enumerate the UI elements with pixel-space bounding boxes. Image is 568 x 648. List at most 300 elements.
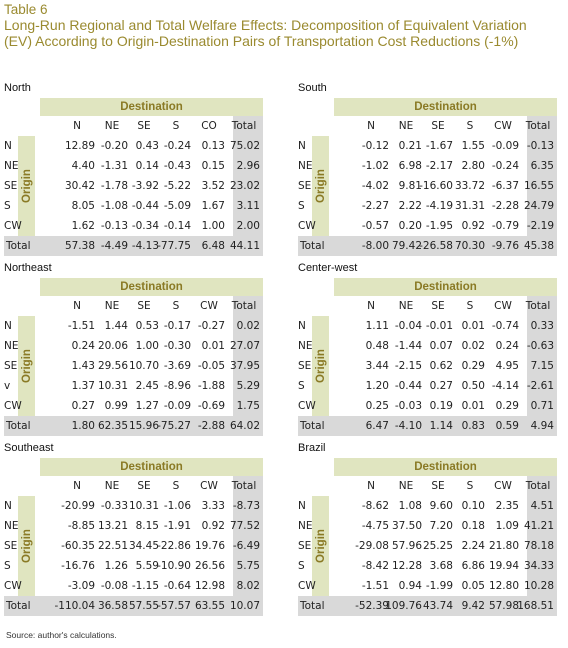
table-cell: 2.80: [461, 160, 485, 172]
table-cell: 10.07: [229, 600, 260, 612]
panel-title: South: [298, 82, 327, 94]
table-cell: -75.27: [157, 420, 191, 432]
destination-header: Destination: [40, 98, 263, 116]
column-header: CW: [494, 120, 512, 132]
table-cell: -16.60: [419, 180, 453, 192]
table-cell: 0.07: [429, 340, 453, 352]
table-cell: 1.20: [365, 380, 389, 392]
column-header: SE: [431, 120, 445, 132]
table-cell: 0.10: [461, 500, 485, 512]
table-cell: -110.04: [54, 600, 95, 612]
table-cell: 20.06: [97, 340, 128, 352]
table-cell: 0.92: [461, 220, 485, 232]
row-label: N: [298, 140, 306, 152]
column-header: CW: [494, 300, 512, 312]
table-cell: 0.59: [495, 420, 519, 432]
row-label: SE: [4, 180, 18, 192]
row-label: NE: [298, 160, 313, 172]
row-label: N: [4, 140, 12, 152]
table-cell: 0.99: [104, 400, 128, 412]
table-cell: 1.43: [71, 360, 95, 372]
row-label: SE: [4, 360, 18, 372]
table-cell: 168.51: [517, 600, 554, 612]
table-caption-line-2: (EV) According to Origin-Destination Pairs of Transportation Cost Reductions (-1%): [4, 33, 519, 49]
table-cell: -1.15: [131, 580, 159, 592]
table-cell: 4.95: [495, 360, 519, 372]
table-cell: 37.50: [391, 520, 422, 532]
table-cell: 0.29: [461, 360, 485, 372]
table-cell: 0.53: [135, 320, 159, 332]
table-cell: -0.12: [361, 140, 389, 152]
table-cell: 33.72: [454, 180, 485, 192]
origin-destination-table: [298, 458, 562, 616]
column-header: S: [466, 300, 474, 312]
table-cell: 24.79: [523, 200, 554, 212]
table-cell: -0.09: [163, 400, 191, 412]
row-label: NE: [4, 160, 19, 172]
table-cell: 23.02: [229, 180, 260, 192]
table-cell: 1.09: [495, 520, 519, 532]
table-cell: -0.79: [491, 220, 519, 232]
row-label: NE: [4, 520, 19, 532]
table-cell: -0.69: [197, 400, 225, 412]
table-cell: 70.30: [454, 240, 485, 252]
table-cell: 3.52: [201, 180, 225, 192]
table-cell: 0.92: [201, 520, 225, 532]
table-cell: -0.03: [394, 400, 422, 412]
table-cell: -0.17: [163, 320, 191, 332]
table-cell: 0.24: [71, 340, 95, 352]
origin-destination-table: [298, 98, 562, 256]
table-cell: 109.76: [385, 600, 422, 612]
row-label: NE: [298, 520, 313, 532]
table-cell: -8.42: [361, 560, 389, 572]
table-cell: 6.86: [461, 560, 485, 572]
table-cell: 0.43: [135, 140, 159, 152]
table-cell: -4.75: [361, 520, 389, 532]
column-header: S: [172, 480, 180, 492]
column-header: NE: [104, 120, 120, 132]
table-cell: -0.27: [197, 320, 225, 332]
table-cell: 22.51: [97, 540, 128, 552]
table-cell: -1.88: [197, 380, 225, 392]
table-cell: -0.33: [100, 500, 128, 512]
origin-label: Origin: [20, 529, 33, 563]
table-cell: -1.91: [163, 520, 191, 532]
table-cell: 1.11: [365, 320, 389, 332]
table-cell: -4.02: [361, 180, 389, 192]
table-cell: 7.20: [429, 520, 453, 532]
table-cell: 0.19: [429, 400, 453, 412]
panel-title: Southeast: [4, 442, 54, 454]
table-cell: 0.27: [71, 400, 95, 412]
column-header: S: [172, 120, 180, 132]
column-header: Total: [231, 300, 257, 312]
row-label: CW: [4, 400, 22, 412]
table-cell: -0.24: [163, 140, 191, 152]
table-cell: 34.33: [523, 560, 554, 572]
table-cell: 36.58: [97, 600, 128, 612]
column-header: NE: [104, 480, 120, 492]
table-cell: 2.96: [236, 160, 260, 172]
column-header: NE: [398, 300, 414, 312]
destination-header: Destination: [334, 458, 557, 476]
table-cell: 57.96: [391, 540, 422, 552]
table-cell: 5.59: [135, 560, 159, 572]
table-cell: 0.13: [201, 140, 225, 152]
table-cell: 8.15: [135, 520, 159, 532]
table-cell: 3.68: [429, 560, 453, 572]
table-cell: -8.00: [361, 240, 389, 252]
table-cell: 9.60: [429, 500, 453, 512]
table-cell: 78.18: [523, 540, 554, 552]
table-cell: 0.01: [461, 400, 485, 412]
table-cell: 1.37: [71, 380, 95, 392]
table-cell: -3.69: [163, 360, 191, 372]
table-cell: -16.76: [61, 560, 95, 572]
table-cell: -1.95: [425, 220, 453, 232]
table-cell: -1.78: [100, 180, 128, 192]
table-cell: -1.99: [425, 580, 453, 592]
table-cell: 3.33: [201, 500, 225, 512]
table-cell: 0.29: [495, 400, 519, 412]
table-cell: 1.55: [461, 140, 485, 152]
table-cell: 0.15: [201, 160, 225, 172]
table-cell: 0.25: [365, 400, 389, 412]
column-header: CO: [201, 120, 217, 132]
table-cell: 75.02: [229, 140, 260, 152]
table-cell: -9.76: [491, 240, 519, 252]
table-cell: -0.08: [100, 580, 128, 592]
table-cell: 25.25: [422, 540, 453, 552]
destination-header: Destination: [334, 278, 557, 296]
table-cell: -4.10: [394, 420, 422, 432]
column-header: NE: [398, 480, 414, 492]
row-label: SE: [298, 360, 312, 372]
table-cell: 57.38: [64, 240, 95, 252]
table-cell: -2.88: [197, 420, 225, 432]
table-cell: 4.40: [71, 160, 95, 172]
table-caption-line-1: Long-Run Regional and Total Welfare Effects: Decomposition of Equivalent Variation: [4, 17, 527, 33]
origin-destination-table: [298, 278, 562, 436]
row-label: S: [298, 560, 305, 572]
panel-title: North: [4, 82, 31, 94]
table-cell: -2.61: [526, 380, 554, 392]
table-cell: 37.95: [229, 360, 260, 372]
table-cell: 34.45: [128, 540, 159, 552]
column-header: NE: [398, 120, 414, 132]
row-label: SE: [298, 540, 312, 552]
panel-southeast: [4, 442, 268, 618]
table-cell: -0.44: [131, 200, 159, 212]
column-header: N: [73, 300, 81, 312]
table-cell: 27.07: [229, 340, 260, 352]
table-cell: -1.51: [67, 320, 95, 332]
table-cell: -0.63: [526, 340, 554, 352]
table-cell: 19.94: [488, 560, 519, 572]
panel-title: Northeast: [4, 262, 52, 274]
table-cell: 19.76: [194, 540, 225, 552]
destination-header: Destination: [40, 458, 263, 476]
column-header: SE: [137, 480, 151, 492]
table-number: Table 6: [4, 2, 48, 17]
origin-label: Origin: [314, 349, 327, 383]
origin-label: Origin: [314, 529, 327, 563]
table-cell: 3.11: [236, 200, 260, 212]
table-cell: -6.49: [232, 540, 260, 552]
table-cell: -2.19: [526, 220, 554, 232]
column-header: CW: [200, 300, 218, 312]
total-row-label: Total: [300, 240, 325, 252]
table-cell: 0.01: [201, 340, 225, 352]
table-cell: 1.00: [135, 340, 159, 352]
total-row-label: Total: [6, 420, 31, 432]
table-cell: 13.21: [97, 520, 128, 532]
row-label: S: [4, 200, 11, 212]
row-label: N: [4, 320, 12, 332]
total-row-label: Total: [300, 420, 325, 432]
table-cell: 6.47: [365, 420, 389, 432]
table-cell: -60.35: [61, 540, 95, 552]
origin-destination-table: [4, 278, 268, 436]
table-cell: 10.28: [523, 580, 554, 592]
row-label: N: [298, 500, 306, 512]
row-label: N: [4, 500, 12, 512]
table-cell: -8.85: [67, 520, 95, 532]
table-cell: 15.96: [128, 420, 159, 432]
table-cell: 2.35: [495, 500, 519, 512]
table-cell: -4.19: [425, 200, 453, 212]
table-cell: 0.71: [530, 400, 554, 412]
column-header: SE: [431, 300, 445, 312]
row-label: S: [298, 380, 305, 392]
table-cell: -29.08: [355, 540, 389, 552]
table-cell: 0.02: [461, 340, 485, 352]
table-cell: 41.21: [523, 520, 554, 532]
table-cell: 57.55: [128, 600, 159, 612]
table-cell: 0.20: [398, 220, 422, 232]
panel-title: Brazil: [298, 442, 326, 454]
table-cell: 0.33: [530, 320, 554, 332]
column-header: N: [367, 120, 375, 132]
panel-north: [4, 82, 268, 258]
table-cell: -0.24: [491, 160, 519, 172]
table-cell: 1.08: [398, 500, 422, 512]
table-cell: -0.14: [163, 220, 191, 232]
table-cell: 8.02: [236, 580, 260, 592]
table-cell: -0.13: [526, 140, 554, 152]
column-header: N: [73, 120, 81, 132]
row-label: CW: [298, 220, 316, 232]
column-header: Total: [525, 300, 551, 312]
table-cell: 77.52: [229, 520, 260, 532]
column-header: SE: [137, 120, 151, 132]
table-cell: 79.42: [391, 240, 422, 252]
table-cell: 0.27: [429, 380, 453, 392]
table-cell: -1.06: [163, 500, 191, 512]
table-cell: 21.80: [488, 540, 519, 552]
table-cell: 63.55: [194, 600, 225, 612]
table-cell: -52.39: [355, 600, 389, 612]
table-cell: 57.98: [488, 600, 519, 612]
table-cell: -0.05: [197, 360, 225, 372]
table-cell: -5.22: [163, 180, 191, 192]
table-cell: -2.17: [425, 160, 453, 172]
table-cell: -0.09: [491, 140, 519, 152]
column-header: N: [367, 480, 375, 492]
table-cell: 0.05: [461, 580, 485, 592]
table-cell: -0.20: [100, 140, 128, 152]
column-header: N: [73, 480, 81, 492]
table-cell: -8.96: [163, 380, 191, 392]
table-cell: 4.94: [530, 420, 554, 432]
table-cell: 0.48: [365, 340, 389, 352]
table-cell: 64.02: [229, 420, 260, 432]
table-cell: -4.49: [100, 240, 128, 252]
table-cell: 6.98: [398, 160, 422, 172]
total-row-label: Total: [300, 600, 325, 612]
table-cell: 12.28: [391, 560, 422, 572]
table-cell: 0.21: [398, 140, 422, 152]
row-label: NE: [4, 340, 19, 352]
table-cell: 4.51: [530, 500, 554, 512]
table-cell: -0.30: [163, 340, 191, 352]
column-header: CW: [200, 480, 218, 492]
table-cell: 2.45: [135, 380, 159, 392]
row-label: SE: [4, 540, 18, 552]
row-label: NE: [298, 340, 313, 352]
table-cell: -0.44: [394, 380, 422, 392]
row-label: CW: [4, 220, 22, 232]
table-cell: 9.81: [398, 180, 422, 192]
column-header: Total: [231, 480, 257, 492]
table-cell: -0.57: [361, 220, 389, 232]
table-cell: -3.92: [131, 180, 159, 192]
table-cell: 1.67: [201, 200, 225, 212]
table-cell: 10.31: [97, 380, 128, 392]
table-cell: 26.56: [194, 560, 225, 572]
column-header: Total: [525, 480, 551, 492]
panel-title: Center-west: [298, 262, 358, 274]
table-cell: -2.15: [394, 360, 422, 372]
table-cell: 62.35: [97, 420, 128, 432]
table-cell: 1.27: [135, 400, 159, 412]
table-cell: -0.01: [425, 320, 453, 332]
table-title: [4, 2, 564, 49]
panel-northeast: [4, 262, 268, 438]
table-cell: 0.83: [461, 420, 485, 432]
table-cell: 16.55: [523, 180, 554, 192]
table-cell: -10.90: [157, 560, 191, 572]
column-header: CW: [494, 480, 512, 492]
table-cell: -57.57: [157, 600, 191, 612]
table-cell: -0.04: [394, 320, 422, 332]
table-cell: 43.74: [422, 600, 453, 612]
column-header: N: [367, 300, 375, 312]
table-cell: -26.58: [419, 240, 453, 252]
table-cell: -1.08: [100, 200, 128, 212]
table-cell: 6.35: [530, 160, 554, 172]
panel-brazil: [298, 442, 562, 618]
table-cell: 3.44: [365, 360, 389, 372]
row-label: CW: [298, 580, 316, 592]
table-cell: 8.05: [71, 200, 95, 212]
table-cell: -0.13: [100, 220, 128, 232]
destination-header: Destination: [40, 278, 263, 296]
table-cell: 45.38: [523, 240, 554, 252]
table-cell: 0.24: [495, 340, 519, 352]
row-label: SE: [298, 180, 312, 192]
row-label: S: [298, 200, 305, 212]
table-cell: 1.26: [104, 560, 128, 572]
table-cell: 10.70: [128, 360, 159, 372]
table-cell: -8.73: [232, 500, 260, 512]
table-cell: 6.48: [201, 240, 225, 252]
table-cell: 0.18: [461, 520, 485, 532]
table-cell: -0.74: [491, 320, 519, 332]
table-cell: -1.44: [394, 340, 422, 352]
table-cell: 12.80: [488, 580, 519, 592]
table-cell: 2.24: [461, 540, 485, 552]
table-cell: 12.98: [194, 580, 225, 592]
table-cell: 30.42: [64, 180, 95, 192]
table-cell: 7.15: [530, 360, 554, 372]
row-label: N: [298, 320, 306, 332]
total-row-label: Total: [6, 240, 31, 252]
origin-label: Origin: [20, 169, 33, 203]
table-cell: 0.94: [398, 580, 422, 592]
column-header: Total: [525, 120, 551, 132]
table-cell: 0.62: [429, 360, 453, 372]
table-cell: -1.31: [100, 160, 128, 172]
table-cell: 1.80: [71, 420, 95, 432]
column-header: NE: [104, 300, 120, 312]
column-header: SE: [137, 300, 151, 312]
table-cell: 9.42: [461, 600, 485, 612]
total-row-label: Total: [6, 600, 31, 612]
table-cell: -77.75: [157, 240, 191, 252]
table-cell: -4.13: [131, 240, 159, 252]
table-cell: -8.62: [361, 500, 389, 512]
panel-south: [298, 82, 562, 258]
table-cell: 1.14: [429, 420, 453, 432]
table-cell: -5.09: [163, 200, 191, 212]
table-cell: 31.31: [454, 200, 485, 212]
table-cell: 5.75: [236, 560, 260, 572]
row-label: v: [4, 380, 11, 392]
source-note: Source: author's calculations.: [6, 630, 117, 640]
table-cell: -0.64: [163, 580, 191, 592]
table-cell: 1.75: [236, 400, 260, 412]
table-cell: 0.50: [461, 380, 485, 392]
row-label: CW: [4, 580, 22, 592]
row-label: S: [4, 560, 11, 572]
table-cell: 1.62: [71, 220, 95, 232]
column-header: S: [466, 120, 474, 132]
origin-destination-table: [4, 458, 268, 616]
table-cell: 5.29: [236, 380, 260, 392]
column-header: Total: [231, 120, 257, 132]
origin-label: Origin: [314, 169, 327, 203]
origin-destination-table: [4, 98, 268, 256]
table-cell: -4.14: [491, 380, 519, 392]
table-cell: -1.51: [361, 580, 389, 592]
table-cell: -2.27: [361, 200, 389, 212]
table-cell: 1.00: [201, 220, 225, 232]
table-cell: -1.67: [425, 140, 453, 152]
table-cell: 0.14: [135, 160, 159, 172]
table-cell: 0.01: [461, 320, 485, 332]
